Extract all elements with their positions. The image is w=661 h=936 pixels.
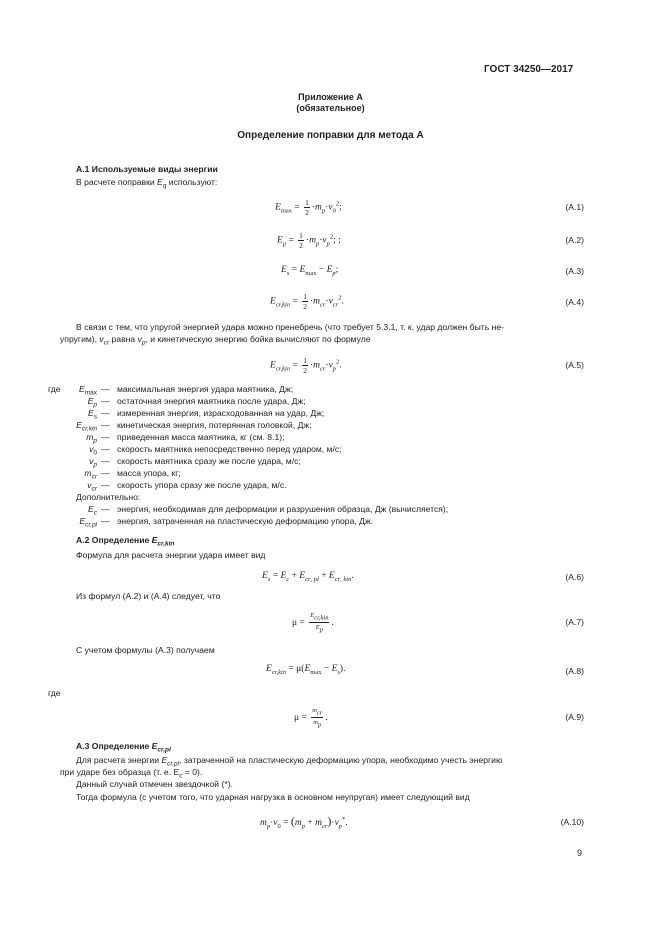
formula-a9: μ = $\frac{m_{cr}}{m_p}$ . bbox=[294, 707, 328, 729]
dash: — bbox=[101, 504, 110, 514]
formula-a7: μ = $\frac{E_{cr,kin}}{E_p}$ . bbox=[292, 612, 334, 634]
formula-a7-number: (А.7) bbox=[565, 617, 584, 627]
where-label-2: где bbox=[48, 688, 61, 698]
section-a2-paragraph-3: С учетом формулы (А.3) получаем bbox=[76, 645, 215, 655]
formula-a3-number: (А.3) bbox=[565, 266, 584, 276]
section-a3-paragraph-3: Тогда формула (с учетом того, что ударная нагрузка в основном неупругая) имеет следующий вид bbox=[76, 792, 470, 802]
dash: — bbox=[101, 456, 110, 466]
definition-e-cr-pl: энергия, затраченная на пластическую деформацию упора, Дж. bbox=[117, 516, 374, 526]
paragraph-1-line-2: упругим), $v_{cr}$ равна $v_p$, и кинетическую энергию бойка вычисляют по формуле bbox=[60, 334, 371, 347]
symbol-v-0: $v_0$ bbox=[89, 444, 97, 457]
definition-m-cr: масса упора, кг; bbox=[117, 468, 181, 478]
formula-a4-number: (А.4) bbox=[565, 297, 584, 307]
definition-m-p: приведенная масса маятника, кг (см. 8.1); bbox=[117, 432, 285, 442]
definition-v-0: скорость маятника непосредственно перед ударом, м/с; bbox=[117, 444, 342, 454]
formula-a6: $E_s = E_c + E_{cr, pl} + E_{cr, kin}$. bbox=[262, 571, 354, 583]
definition-e-s: измеренная энергия, израсходованная на удар, Дж; bbox=[117, 408, 325, 418]
formula-a8: $E_{cr,kin} = \mu(E_{max} - E_s)$. bbox=[266, 664, 346, 676]
section-a3-paragraph-1-line-2: при ударе без образца (т. е. $E_c = 0$). bbox=[60, 767, 203, 780]
formula-a2: $E_p$ = $\frac{1}{2}$ $\cdot m_p\cdot v_p^2$; ; bbox=[277, 231, 341, 250]
symbol-e-s: $E_s$ bbox=[88, 408, 97, 421]
section-a1-intro: В расчете поправки $E_q$ используют: bbox=[76, 177, 218, 190]
section-a2-heading: А.2 Определение $E_{cr,kin}$ bbox=[76, 535, 175, 548]
definition-v-cr: скорость упора сразу же после удара, м/с. bbox=[117, 480, 287, 490]
symbol-e-cr-pl: $E_{cr,pl}$ bbox=[79, 516, 97, 529]
dash: — bbox=[101, 432, 110, 442]
formula-a9-number: (А.9) bbox=[565, 712, 584, 722]
formula-a10-number: (А.10) bbox=[560, 817, 584, 827]
definition-e-p: остаточная энергия маятника после удара, Дж; bbox=[117, 396, 306, 406]
definition-e-c: энергия, необходимая для деформации и разрушения образца, Дж (вычисляется); bbox=[117, 504, 449, 514]
paragraph-1-line-1: В связи с тем, что упругой энергией удара можно пренебречь (что требует 5.3.1, т. к. удар должен быть не- bbox=[76, 322, 504, 332]
formula-a4: $E_{cr,kin}$ = $\frac{1}{2}$ $\cdot m_{cr}\cdot v_{cr}^2$. bbox=[270, 292, 344, 311]
symbol-e-p: $E_p$ bbox=[87, 396, 97, 409]
formula-a8-number: (А.8) bbox=[565, 666, 584, 676]
formula-a6-number: (А.6) bbox=[565, 572, 584, 582]
dash: — bbox=[101, 384, 110, 394]
dash: — bbox=[101, 480, 110, 490]
section-a3-paragraph-2: Данный случай отмечен звездочкой (*). bbox=[76, 779, 233, 789]
symbol-e-cr-kin: $E_{cr,kin}$ bbox=[76, 420, 97, 433]
formula-a5-number: (А.5) bbox=[565, 360, 584, 370]
formula-a10: $m_p\cdot v_0 = (m_p + m_{cr})\cdot v_p^*$. bbox=[260, 814, 348, 830]
symbol-e-max: $E_{max}$ bbox=[78, 384, 97, 397]
dash: — bbox=[101, 516, 110, 526]
section-a3-heading: А.3 Определение $E_{cr,pl}$ bbox=[76, 741, 171, 754]
dash: — bbox=[101, 396, 110, 406]
symbol-m-p: $m_p$ bbox=[86, 432, 97, 445]
dash: — bbox=[101, 444, 110, 454]
section-a2-paragraph-1: Формула для расчета энергии удара имеет вид bbox=[76, 550, 266, 560]
formula-a1-number: (А.1) bbox=[565, 202, 584, 212]
symbol-v-cr: $v_{cr}$ bbox=[87, 480, 97, 493]
definition-e-cr-kin: кинетическая энергия, потерянная головкой, Дж; bbox=[117, 420, 312, 430]
where-label: где bbox=[48, 384, 61, 394]
section-a1-heading: А.1 Используемые виды энергии bbox=[76, 164, 218, 174]
symbol-e-c: $E_c$ bbox=[88, 504, 97, 517]
main-title: Определение поправки для метода А bbox=[237, 130, 424, 141]
definition-e-max: максимальная энергия удара маятника, Дж; bbox=[117, 384, 294, 394]
symbol-v-p: $v_p$ bbox=[89, 456, 97, 469]
formula-a5: $E_{cr,kin}$ = $\frac{1}{2}$ $\cdot m_{cr}\cdot v_p^2$. bbox=[270, 356, 342, 375]
dash: — bbox=[101, 420, 110, 430]
formula-a1: $E_{max}$ = $\frac{1}{2}$ $\cdot m_p\cdot v_0^2$; bbox=[275, 198, 342, 217]
section-a3-paragraph-1-line-1: Для расчета энергии $E_{cr,pl}$, затраченной на пластическую деформацию упора, необходимо учесть энергию bbox=[76, 755, 503, 768]
definition-v-p: скорость маятника сразу же после удара, м/с; bbox=[117, 456, 301, 466]
formula-a3: $E_s = E_{max} - E_p$; bbox=[281, 265, 339, 277]
standard-number: ГОСТ 34250—2017 bbox=[484, 64, 574, 75]
additionally-label: Дополнительно: bbox=[76, 492, 141, 502]
section-a2-paragraph-2: Из формул (А.2) и (А.4) следует, что bbox=[76, 591, 221, 601]
appendix-title: Приложение А bbox=[298, 92, 363, 102]
dash: — bbox=[101, 468, 110, 478]
appendix-status: (обязательное) bbox=[296, 103, 365, 113]
formula-a2-number: (А.2) bbox=[565, 235, 584, 245]
symbol-m-cr: $m_{cr}$ bbox=[84, 468, 97, 481]
page-number: 9 bbox=[577, 848, 583, 858]
dash: — bbox=[101, 408, 110, 418]
